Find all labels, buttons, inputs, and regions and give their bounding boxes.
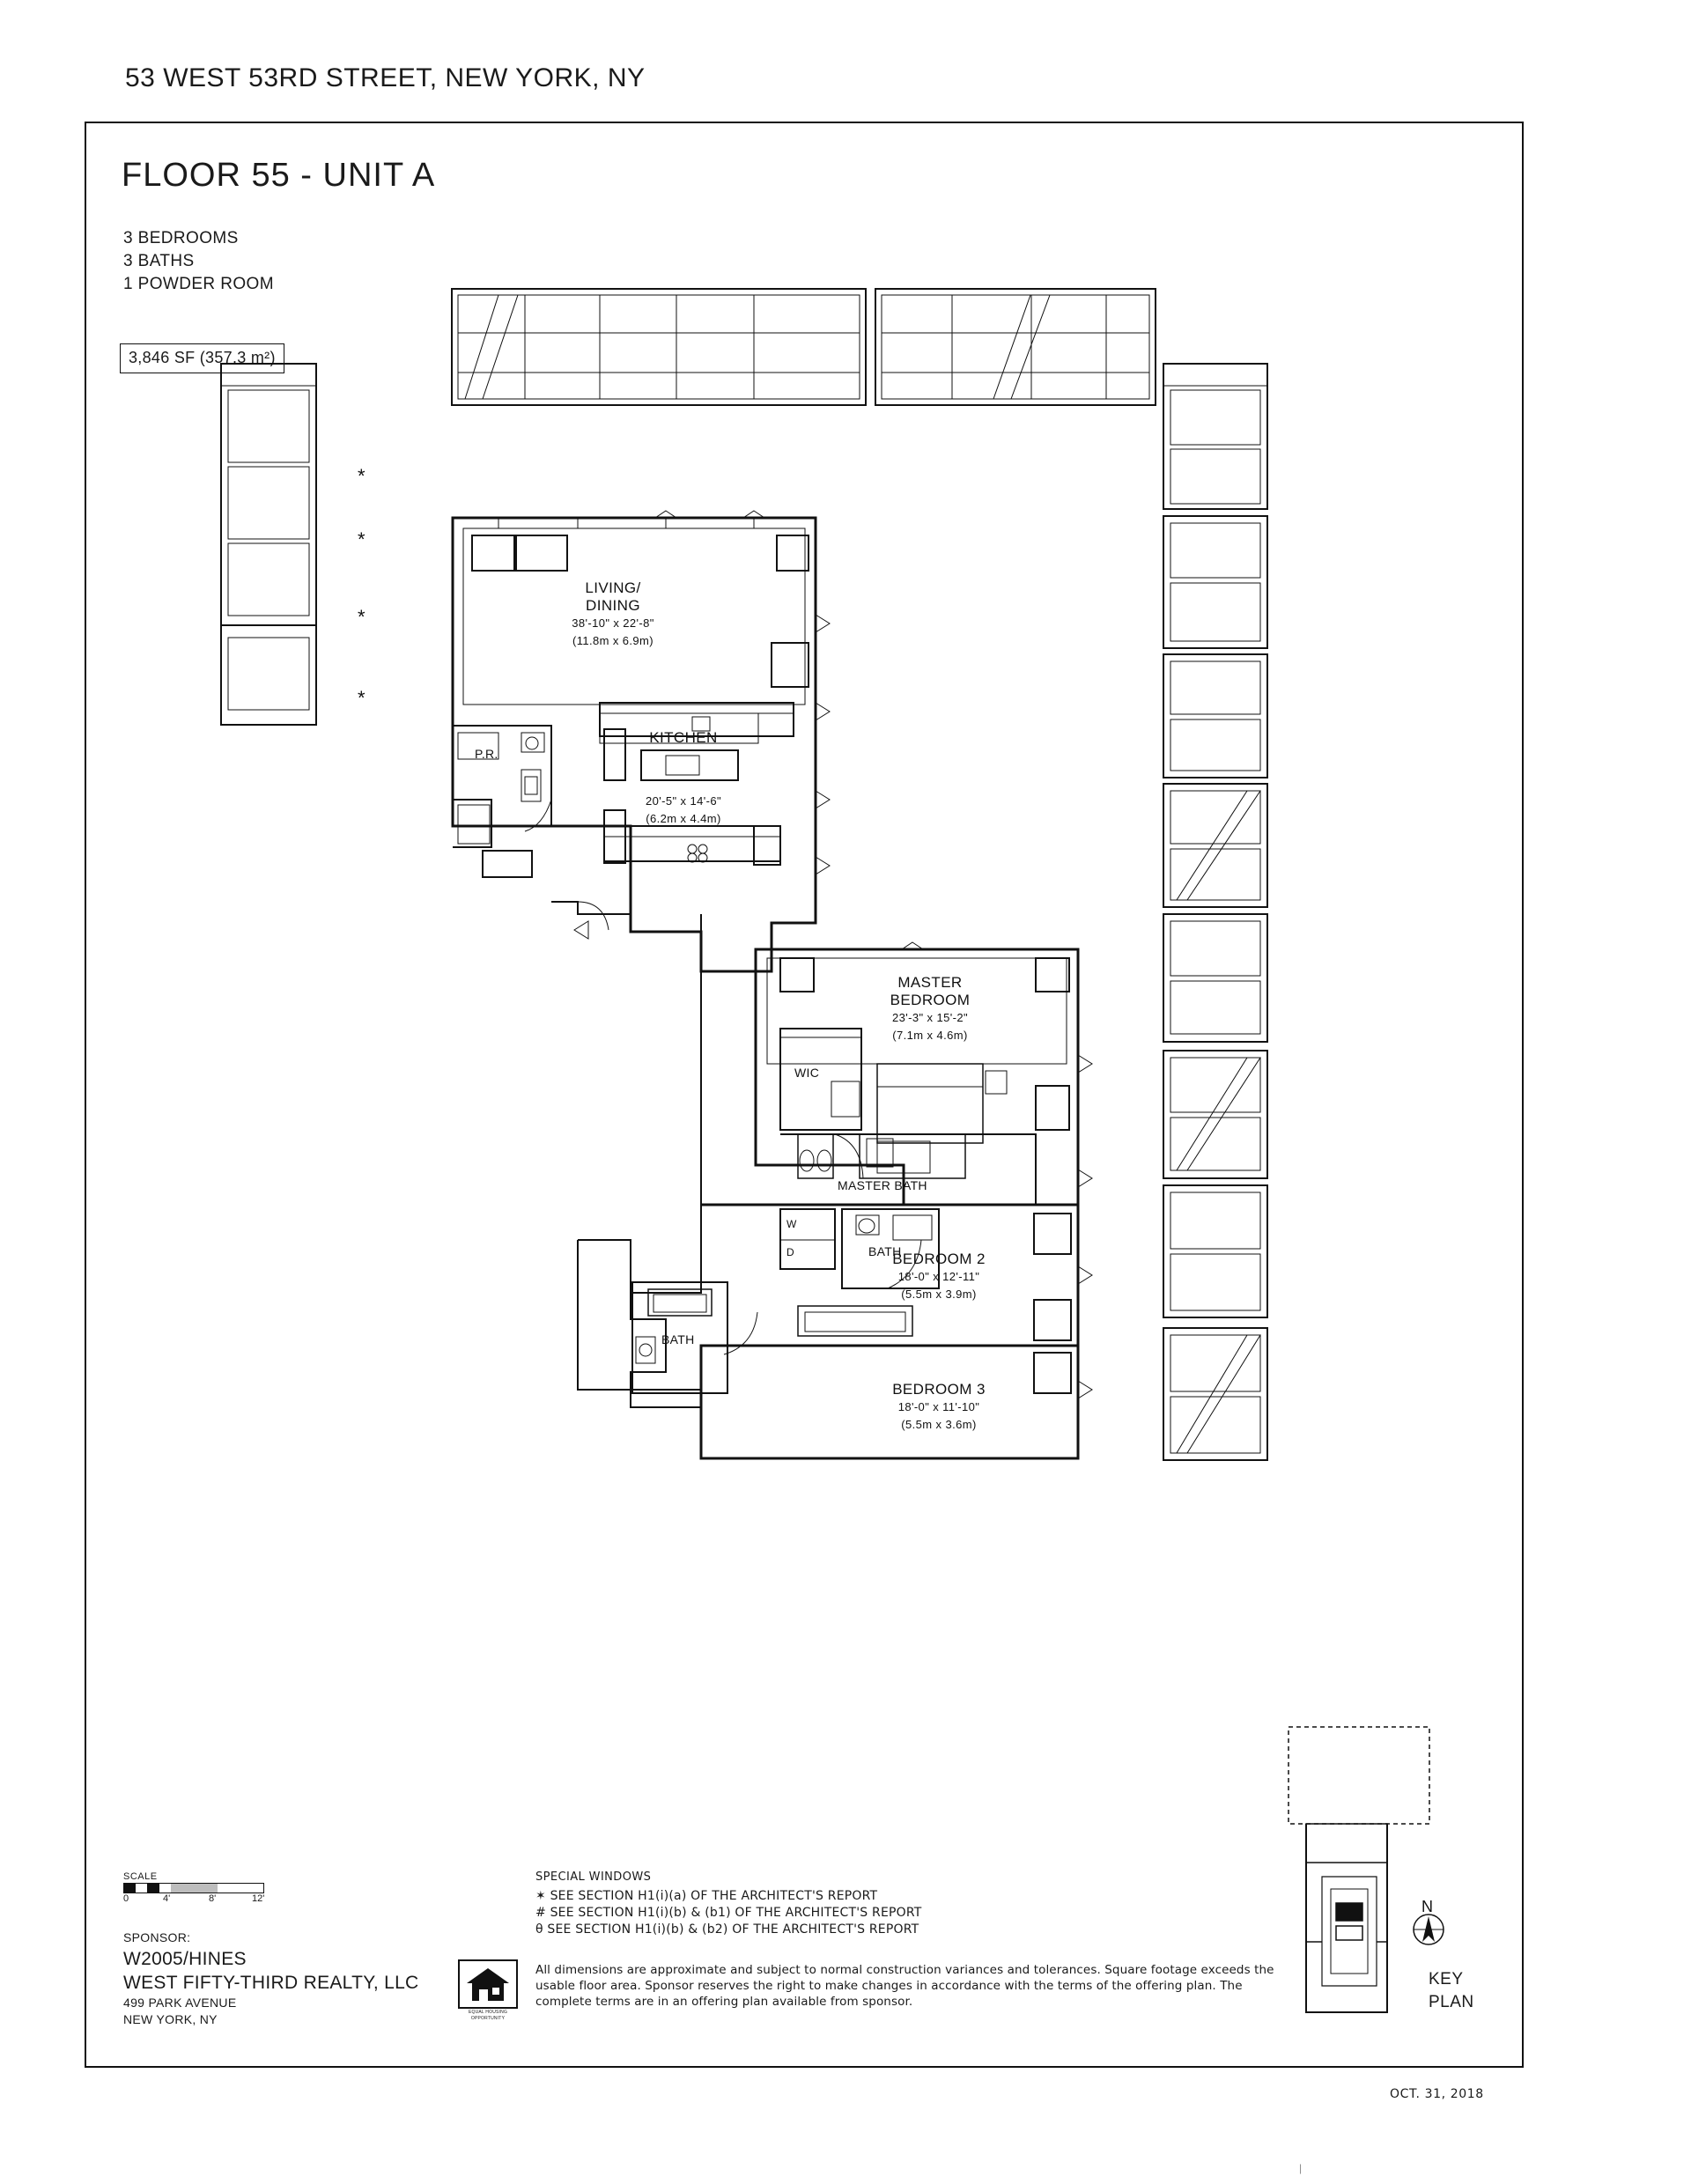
scale-ticks [123, 1893, 264, 1906]
special-windows-notes [535, 1869, 922, 1938]
special-windows-row-1: ✶ SEE SECTION H1(i)(a) OF THE ARCHITECT'S REPORT [535, 1889, 878, 1903]
building-address: 53 WEST 53RD STREET, NEW YORK, NY [125, 63, 646, 92]
room-label-master-bedroom [833, 974, 1027, 1044]
scale-tick-3: 12' [252, 1893, 265, 1904]
scale-tick-1: 4' [163, 1893, 171, 1904]
page-corner-tick: | [1299, 2162, 1303, 2174]
living-dining-dim-m: (11.8m x 6.9m) [572, 634, 654, 647]
master-bedroom-name-line1: MASTER [897, 974, 963, 991]
key-plan-label [1429, 1968, 1474, 2014]
living-dining-dim-ft: 38'-10" x 22'-8" [572, 616, 654, 630]
bedroom-3-name: BEDROOM 3 [892, 1381, 986, 1398]
sponsor-code: W2005/HINES [123, 1949, 247, 1969]
room-label-living-dining [516, 579, 710, 650]
kitchen-dim-ft: 20'-5" x 14'-6" [646, 794, 721, 808]
label-dryer: D [786, 1246, 794, 1258]
scale-bar-block [123, 1871, 273, 1906]
scale-tick-2: 8' [209, 1893, 217, 1904]
master-bedroom-dim-ft: 23'-3" x 15'-2" [892, 1011, 968, 1024]
special-windows-row-3: θ SEE SECTION H1(i)(b) & (b2) OF THE ARCHITECT'S REPORT [535, 1922, 919, 1937]
sponsor-block [123, 1929, 419, 2028]
page-title: FLOOR 55 - UNIT A [122, 157, 436, 194]
equal-housing-caption-line1: EQUAL HOUSING [468, 2010, 508, 2015]
scale-tick-0: 0 [123, 1893, 129, 1904]
special-window-marker-1: * [358, 465, 366, 487]
equal-housing-caption-line2: OPPORTUNITY [470, 2016, 506, 2021]
kitchen-name: KITCHEN [649, 729, 718, 746]
disclaimer-text: All dimensions are approximate and subject to normal construction variances and tolerances. Square footage exceeds the usable floor area. Sponsor reserves the right to make changes in accordance with the terms of the offering plan. The complete terms are in an offering plan available from sponsor. [535, 1963, 1274, 2009]
scale-label: SCALE [123, 1871, 158, 1882]
master-bedroom-dim-m: (7.1m x 4.6m) [892, 1029, 968, 1042]
special-window-marker-4: * [358, 687, 366, 709]
room-label-powder-room: P.R. [475, 747, 498, 761]
room-label-master-bath: MASTER BATH [838, 1178, 927, 1192]
key-plan-diagram [1281, 1722, 1471, 2074]
compass-rose [1414, 1915, 1444, 1944]
key-plan-label-line2: PLAN [1429, 1993, 1474, 2011]
unit-fact-bedrooms: 3 BEDROOMS [123, 229, 239, 247]
sponsor-address-line1: 499 PARK AVENUE [123, 1996, 237, 2010]
key-plan-label-line1: KEY [1429, 1970, 1464, 1988]
unit-fact-baths: 3 BATHS [123, 252, 195, 270]
room-label-bath-left: BATH [661, 1332, 695, 1347]
bedroom-3-dim-ft: 18'-0" x 11'-10" [897, 1400, 980, 1413]
room-label-wic: WIC [794, 1066, 820, 1080]
bedroom-2-dim-ft: 18'-0" x 12'-11" [897, 1270, 980, 1283]
sponsor-name: WEST FIFTY-THIRD REALTY, LLC [123, 1973, 419, 1993]
special-windows-row-2: # SEE SECTION H1(i)(b) & (b1) OF THE ARCHITECT'S REPORT [535, 1906, 922, 1920]
equal-housing-logo [458, 1959, 518, 2021]
special-window-marker-3: * [358, 606, 366, 628]
scale-bar-graphic [123, 1883, 264, 1893]
unit-fact-powder-room: 1 POWDER ROOM [123, 275, 274, 293]
label-washer: W [786, 1218, 797, 1230]
sponsor-address-line2: NEW YORK, NY [123, 2012, 218, 2026]
sponsor-label: SPONSOR: [123, 1930, 191, 1944]
date-stamp: OCT. 31, 2018 [1390, 2087, 1484, 2101]
kitchen-dim-m: (6.2m x 4.4m) [646, 812, 721, 825]
bedroom-2-dim-m: (5.5m x 3.9m) [901, 1288, 977, 1301]
room-label-bedroom-3 [851, 1381, 1027, 1434]
room-label-kitchen-dims [595, 793, 772, 828]
bedroom-2-name: BEDROOM 2 [892, 1251, 986, 1267]
key-plan [1281, 1722, 1471, 2074]
room-label-bath-mid: BATH [868, 1244, 902, 1258]
special-window-marker-2: * [358, 528, 366, 550]
equal-housing-icon [458, 1959, 518, 2009]
room-label-kitchen [595, 729, 772, 747]
unit-area-badge: 3,846 SF (357.3 m²) [120, 343, 284, 373]
special-windows-heading: SPECIAL WINDOWS [535, 1870, 652, 1884]
living-dining-name-line2: DINING [586, 597, 640, 614]
bedroom-3-dim-m: (5.5m x 3.6m) [901, 1418, 977, 1431]
living-dining-name-line1: LIVING/ [585, 579, 641, 596]
room-label-bedroom-2 [851, 1251, 1027, 1303]
master-bedroom-name-line2: BEDROOM [890, 992, 971, 1008]
compass-north-label: N [1421, 1898, 1433, 1915]
